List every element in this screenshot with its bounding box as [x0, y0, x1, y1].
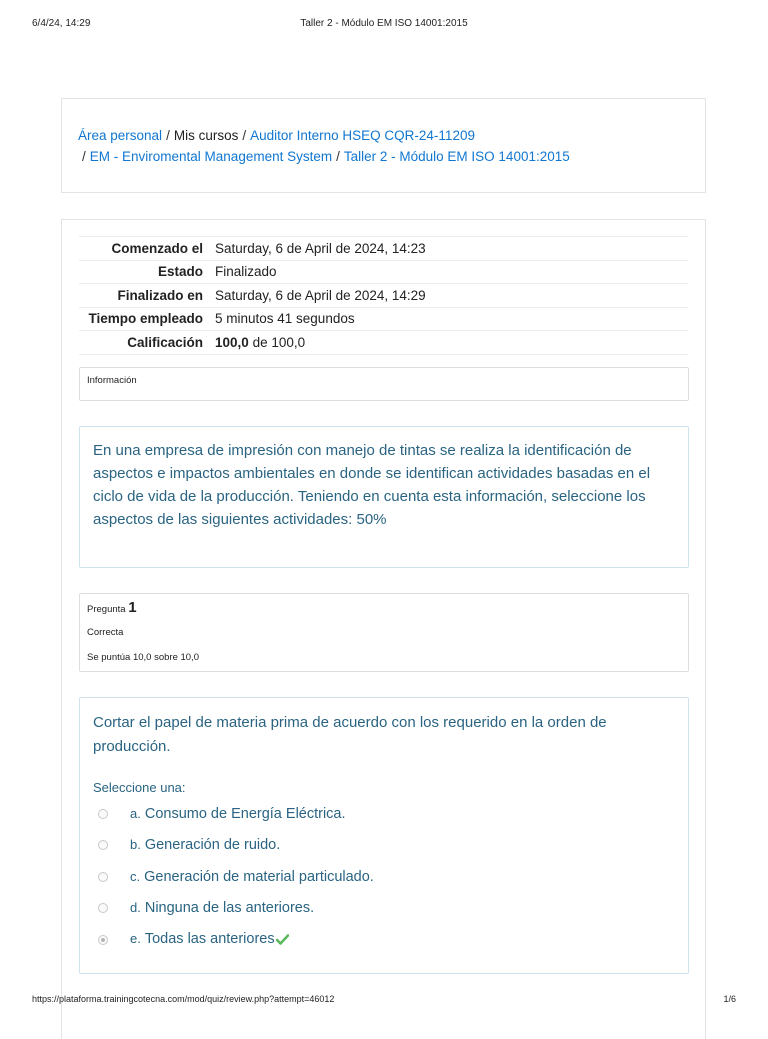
question-prefix: Pregunta — [87, 604, 126, 615]
question-prompt: Seleccione una: — [93, 780, 186, 795]
option-e[interactable] — [98, 930, 289, 950]
option-letter: a. — [130, 806, 141, 821]
breadcrumb-module[interactable]: EM - Enviromental Management System — [89, 149, 333, 164]
summary-label: Comenzado el — [111, 240, 203, 256]
radio-button[interactable] — [98, 903, 108, 913]
question-text: Cortar el papel de materia prima de acuerdo con los requerido en la orden de producción. — [93, 714, 607, 755]
option-letter: b. — [130, 837, 141, 852]
option-a[interactable] — [98, 804, 346, 824]
information-label: Información — [87, 375, 137, 386]
description-text: En una empresa de impresión con manejo de tintas se realiza la identificación de aspectos e impactos ambientales en donde se identifican actividades basadas en el ciclo de vida de la producción. Teniendo en cuenta esta información, seleccione los aspectos de las siguientes actividades: 50% — [93, 442, 651, 528]
question-box — [79, 697, 689, 974]
option-letter: c. — [130, 869, 141, 884]
print-page-number: 1/6 — [723, 994, 736, 1004]
breadcrumb-separator: / — [242, 128, 247, 143]
table-row — [79, 307, 688, 331]
question-grade: Se puntúa 10,0 sobre 10,0 — [87, 652, 199, 663]
description-box — [79, 426, 689, 568]
option-d[interactable] — [98, 898, 314, 918]
grade-label: Calificación — [127, 334, 203, 350]
radio-button[interactable] — [98, 809, 108, 819]
breadcrumb-area-personal[interactable]: Área personal — [78, 128, 163, 143]
question-state: Correcta — [87, 627, 124, 638]
attempt-summary-table — [79, 236, 688, 355]
summary-label: Finalizado en — [117, 287, 203, 303]
print-footer — [32, 994, 736, 1008]
print-url: https://plataforma.trainingcotecna.com/mod/quiz/review.php?attempt=46012 — [32, 994, 335, 1004]
question-info-box — [79, 593, 689, 672]
breadcrumb-mis-cursos: Mis cursos — [173, 128, 239, 143]
information-box — [79, 367, 689, 401]
breadcrumb-separator: / — [336, 149, 340, 164]
table-row — [79, 260, 688, 284]
grade-value — [209, 331, 688, 355]
option-text: Generación de material particulado. — [144, 869, 374, 885]
summary-label: Estado — [157, 264, 203, 280]
option-text: Generación de ruido. — [144, 837, 281, 853]
print-title: Taller 2 - Módulo EM ISO 14001:2015 — [300, 18, 468, 29]
breadcrumb-card — [61, 98, 706, 193]
table-row — [79, 237, 688, 261]
option-label — [130, 900, 314, 916]
option-letter: d. — [130, 900, 141, 915]
option-text: Todas las anteriores — [144, 931, 275, 947]
question-number-value: 1 — [128, 599, 137, 616]
breadcrumb-separator: / — [166, 128, 170, 143]
radio-button[interactable] — [98, 840, 108, 850]
check-icon — [276, 933, 289, 949]
summary-value: Saturday, 6 de April de 2024, 14:23 — [215, 240, 426, 256]
option-text: Ninguna de las anteriores. — [144, 900, 315, 916]
print-header — [32, 18, 736, 32]
grade-score: 100,0 — [215, 334, 249, 350]
breadcrumb-separator: / — [82, 149, 86, 164]
breadcrumb-course[interactable]: Auditor Interno HSEQ CQR-24-11209 — [250, 128, 475, 143]
radio-button[interactable] — [98, 872, 108, 882]
print-date: 6/4/24, 14:29 — [32, 18, 91, 29]
summary-value: Saturday, 6 de April de 2024, 14:29 — [215, 287, 426, 303]
option-label — [130, 837, 280, 853]
summary-label: Tiempo empleado — [88, 311, 203, 327]
breadcrumb — [78, 125, 688, 167]
option-text: Consumo de Energía Eléctrica. — [144, 806, 346, 822]
grade-max: de 100,0 — [252, 334, 306, 350]
summary-value: Finalizado — [215, 264, 277, 280]
radio-button-selected[interactable] — [98, 935, 108, 945]
breadcrumb-quiz[interactable]: Taller 2 - Módulo EM ISO 14001:2015 — [343, 149, 570, 164]
table-row — [79, 331, 688, 355]
option-label — [130, 931, 289, 949]
option-label — [130, 806, 346, 822]
question-number — [87, 599, 137, 616]
table-row — [79, 284, 688, 308]
option-letter: e. — [130, 931, 141, 946]
option-b[interactable] — [98, 835, 280, 855]
option-c[interactable] — [98, 867, 374, 887]
summary-value: 5 minutos 41 segundos — [215, 311, 355, 327]
option-label — [130, 869, 374, 885]
